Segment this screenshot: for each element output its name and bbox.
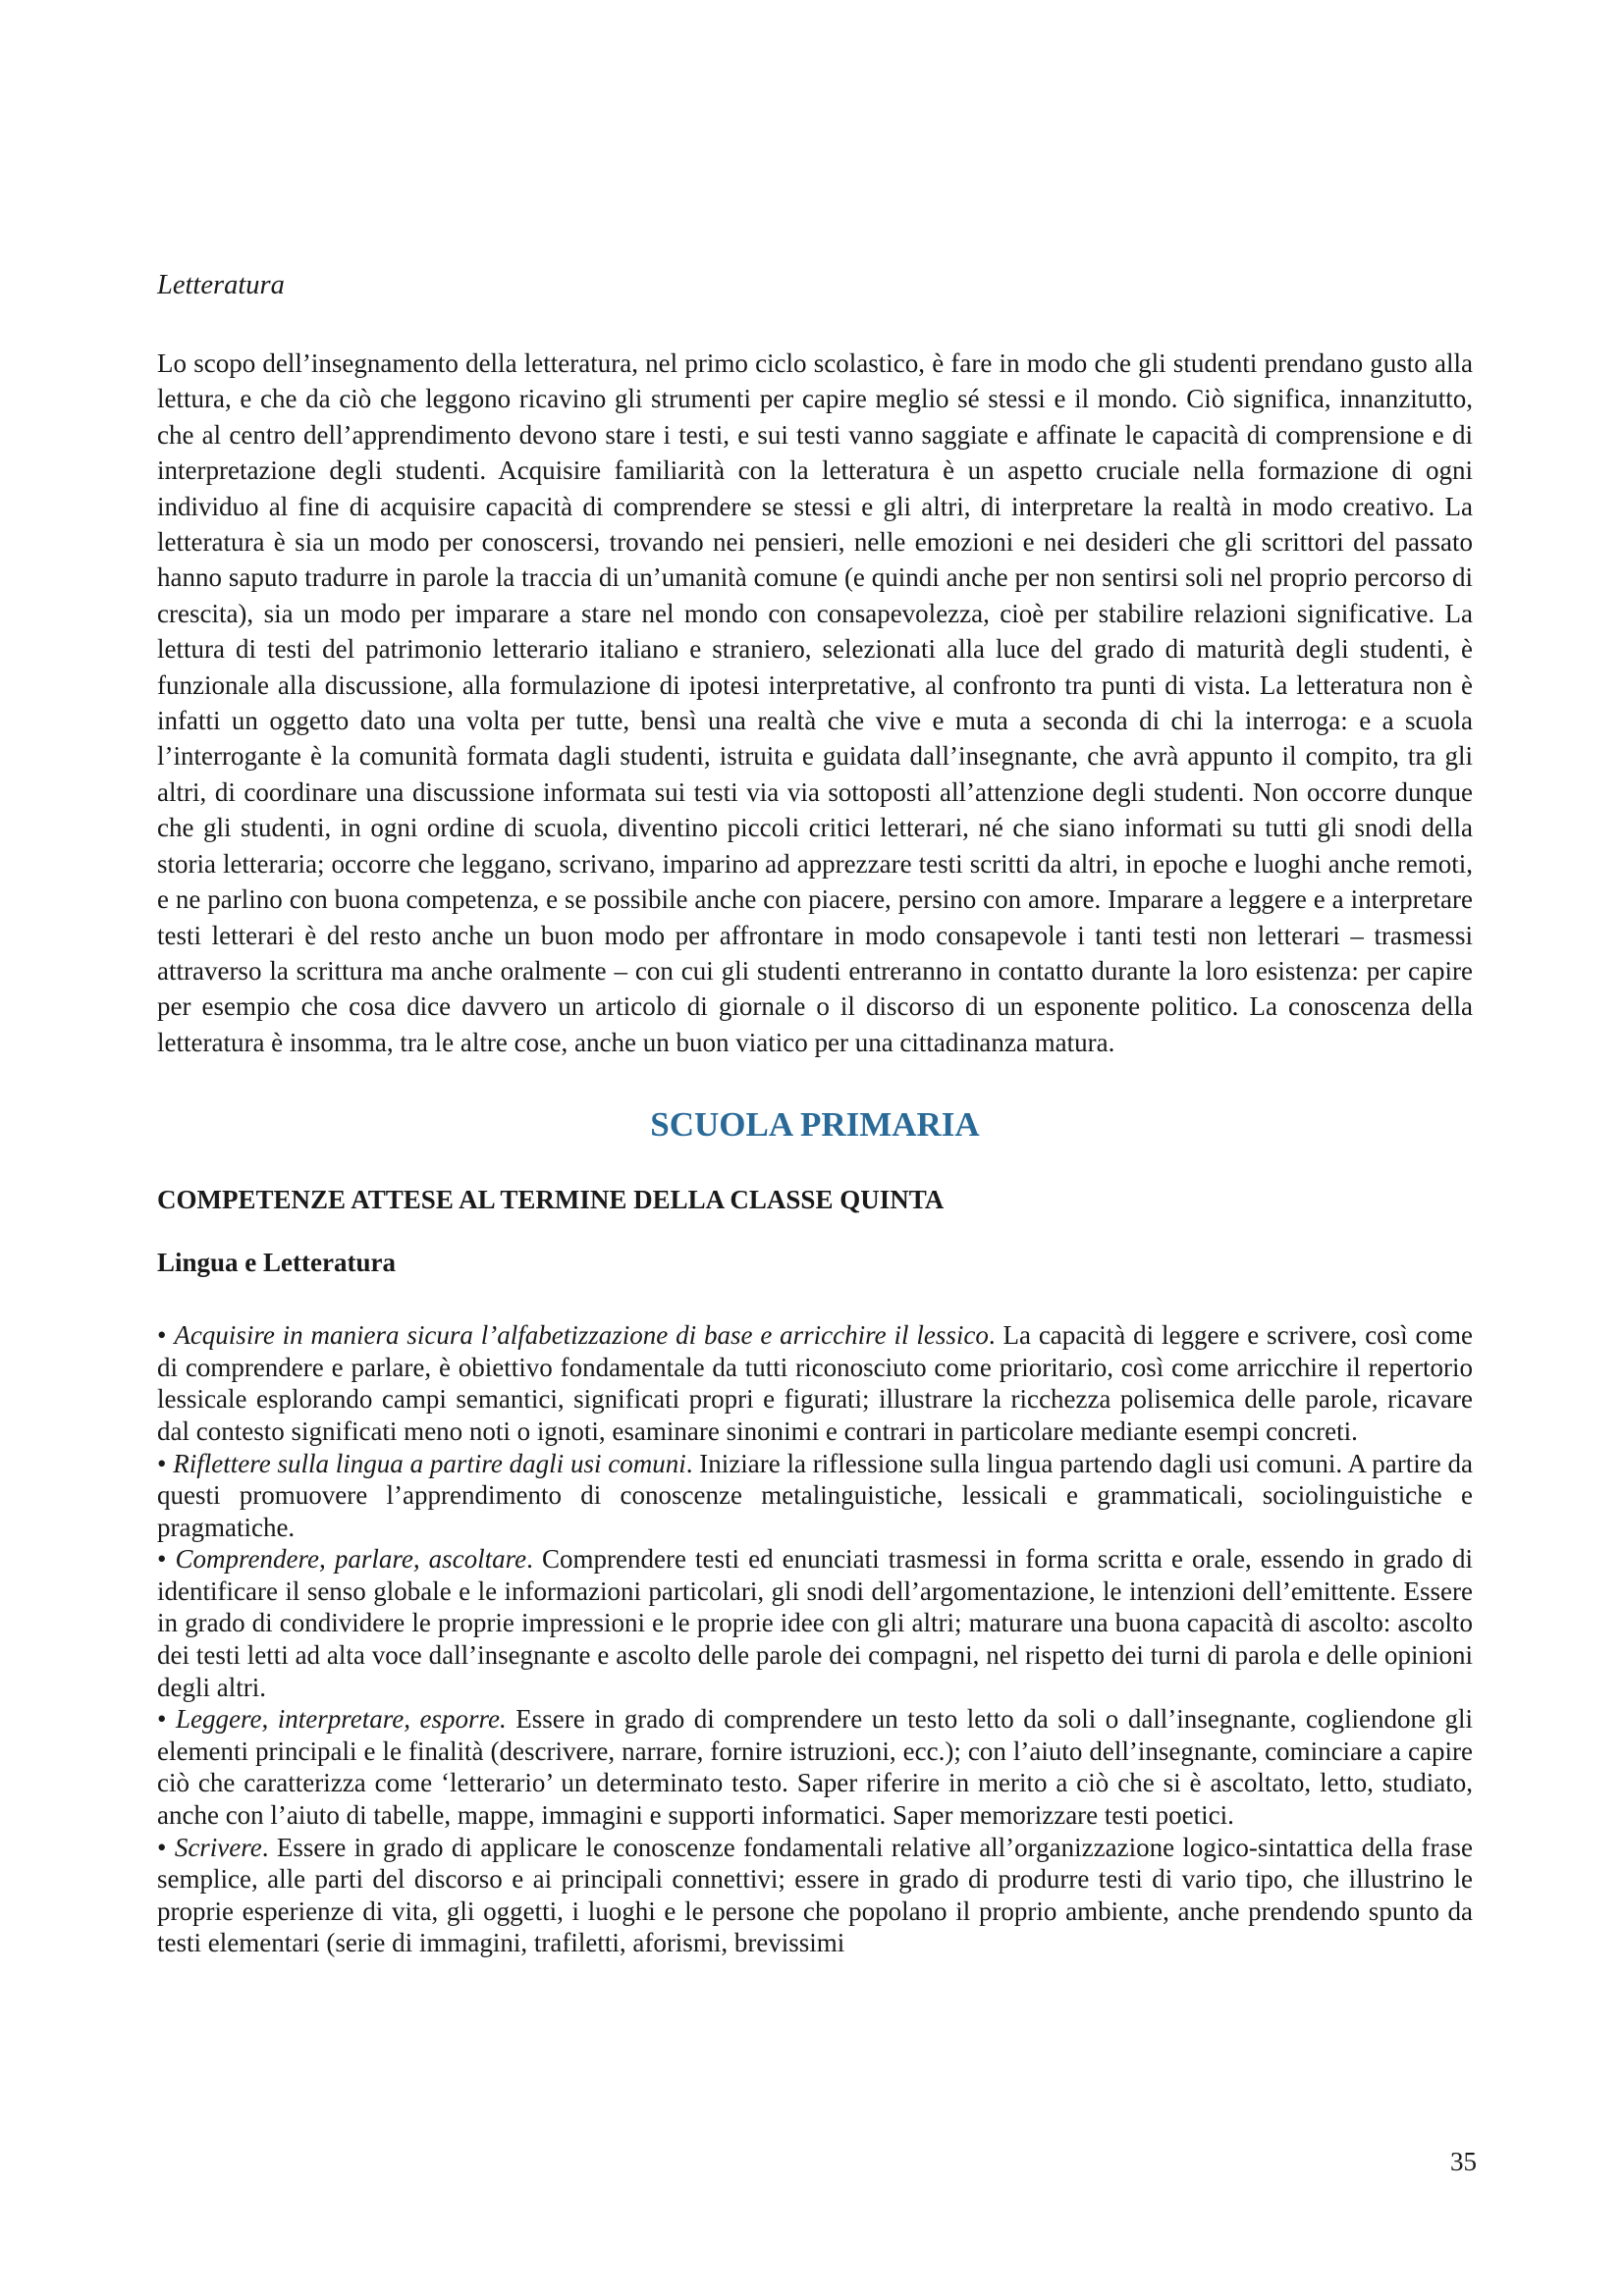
intro-paragraph: Lo scopo dell’insegnamento della letteratura, nel primo ciclo scolastico, è fare in modo che gli studenti prendano gusto alla lettura, e che da ciò che leggono ricavino gli strumenti per capire meglio sé stessi e il mondo. Ciò significa, innanzitutto, che al centro dell’apprendimento devono stare i testi, e sui testi vanno saggiate e affinate le capacità di comprensione e di interpretazione degli studenti. Acquisire familiarità con la letteratura è un aspetto cruciale nella formazione di ogni individuo al fine di acquisire capacità di comprendere se stessi e gli altri, di interpretare la realtà in modo creativo. La letteratura è sia un modo per conoscersi, trovando nei pensieri, nelle emozioni e nei desideri che gli scrittori del passato hanno saputo tradurre in parole la traccia di un’umanità comune (e quindi anche per non sentirsi soli nel proprio percorso di crescita), sia un modo per imparare a stare nel mondo con consapevolezza, cioè per stabilire relazioni significative. La lettura di testi del patrimonio letterario italiano e straniero, selezionati alla luce del grado di maturità degli studenti, è funzionale alla discussione, alla formulazione di ipotesi interpretative, al confronto tra punti di vista. La letteratura non è infatti un oggetto dato una volta per tutte, bensì una realtà che vive e muta a seconda di chi la interroga: e a scuola l’interrogante è la comunità formata dagli studenti, istruita e guidata dall’insegnante, che avrà appunto il compito, tra gli altri, di coordinare una discussione informata sui testi via via sottoposti all’attenzione degli studenti. Non occorre dunque che gli studenti, in ogni ordine di scuola, diventino piccoli critici letterari, né che siano informati su tutti gli snodi della storia letteraria; occorre che leggano, scrivano, imparino ad apprezzare testi scritti da altri, in epoche e luoghi anche remoti, e ne parlino con buona competenza, e se possibile anche con piacere, persino con amore. Imparare a leggere e a interpretare testi letterari è del resto anche un buon modo per affrontare in modo consapevole i tanti testi non letterari – trasmessi attraverso la scrittura ma anche oralmente – con cui gli studenti entreranno in contatto durante la loro esistenza: per capire per esempio che cosa dice davvero un articolo di giornale o il discorso di un esponente politico. La conoscenza della letteratura è insomma, tra le altre cose, anche un buon viatico per una cittadinanza matura. bbox=[157, 348, 1473, 1057]
bullet-marker: • bbox=[157, 1544, 167, 1575]
bullet-text: . Essere in grado di applicare le conoscenze fondamentali relative all’organizzazione logico-sintattica della frase semplice, alle parti del discorso e ai principali connettivi; essere in grado di produrre testi di vario tipo, che illustrino le proprie esperienze di vita, gli oggetti, i luoghi e le persone che popolano il proprio ambiente, anche prendendo spunto da testi elementari (serie di immagini, trafiletti, aforismi, brevissimi bbox=[157, 1832, 1473, 1958]
subject-heading: Lingua e Letteratura bbox=[157, 1248, 396, 1278]
bullet-text: . La capacità di leggere e scrivere, così come di comprendere e parlare, è obiettivo fondamentale da tutti riconosciuto come prioritario, così come arricchire il repertorio lessicale esplorando campi semantici, significati propri e figurati; illustrare la ricchezza polisemica delle parole, ricavare dal contesto significati meno noti o ignoti, esaminare sinonimi e contrari in particolare mediante esempi concreti. bbox=[157, 1320, 1474, 1446]
page-number: 35 bbox=[1450, 2147, 1477, 2176]
bullet-item bbox=[157, 1832, 1473, 1959]
bullet-item bbox=[157, 1448, 1473, 1544]
bullet-marker: • bbox=[157, 1832, 167, 1862]
bullet-title: Scrivere bbox=[174, 1832, 262, 1862]
bullet-text: . Iniziare la riflessione sulla lingua partendo dagli usi comuni. A partire da questi promuovere l’apprendimento di conoscenze metalinguistiche, lessicali e grammaticali, sociolinguistiche e pragmatiche. bbox=[157, 1448, 1473, 1542]
bullet-title: Acquisire in maniera sicura l’alfabetizzazione di base e arricchire il lessico bbox=[174, 1320, 989, 1351]
primary-title: SCUOLA PRIMARIA bbox=[650, 1105, 980, 1145]
document-page bbox=[157, 267, 1473, 1959]
bullet-text: . Comprendere testi ed enunciati trasmessi in forma scritta e orale, essendo in grado di identificare il senso globale e le informazioni particolari, gli snodi dell’argomentazione, le intenzioni dell’emittente. Essere in grado di condividere le proprie impressioni e le proprie idee con gli altri; maturare una buona capacità di ascolto: ascolto dei testi letti ad alta voce dall’insegnante e ascolto delle parole dei compagni, nel rispetto dei turni di parola e delle opinioni degli altri. bbox=[157, 1544, 1474, 1702]
bullet-marker: • bbox=[157, 1448, 167, 1478]
section-label: Letteratura bbox=[157, 270, 285, 300]
bullet-item bbox=[157, 1543, 1473, 1703]
bullet-title: Riflettere sulla lingua a partire dagli usi comuni bbox=[173, 1448, 686, 1478]
bullet-item bbox=[157, 1703, 1473, 1831]
bullet-item bbox=[157, 1319, 1473, 1447]
competence-heading: COMPETENZE ATTESE AL TERMINE DELLA CLASSE QUINTA bbox=[157, 1185, 945, 1215]
bullet-marker: • bbox=[157, 1320, 167, 1351]
bullet-title: Leggere, interpretare, esporre. bbox=[175, 1704, 507, 1735]
bullet-text: Essere in grado di comprendere un testo letto da soli o dall’insegnante, cogliendone gli elementi principali e le finalità (descrivere, narrare, fornire istruzioni, ecc.); con l’aiuto dell’insegnante, cominciare a capire ciò che caratterizza come ‘letterario’ un determinato testo. Saper riferire in merito a ciò che si è ascoltato, letto, studiato, anche con l’aiuto di tabelle, mappe, immagini e supporti informatici. Saper memorizzare testi poetici. bbox=[157, 1704, 1474, 1831]
bullet-marker: • bbox=[157, 1704, 167, 1735]
bullet-title: Comprendere, parlare, ascoltare bbox=[175, 1544, 527, 1575]
